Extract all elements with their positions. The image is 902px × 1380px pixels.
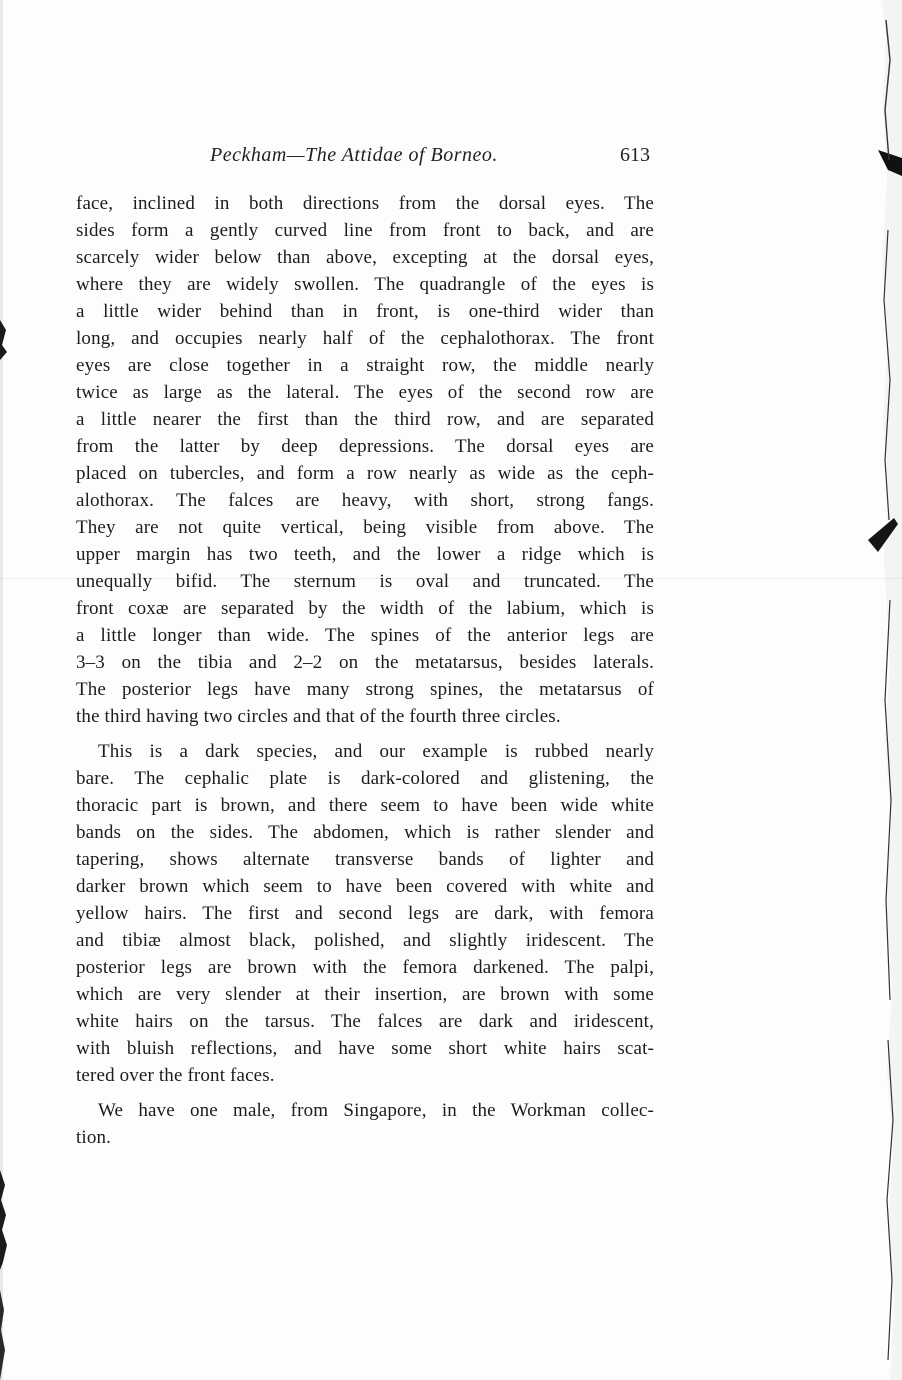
text-line: unequally bifid. The sternum is oval and truncated. The <box>76 571 654 592</box>
binding-right-edge <box>838 0 902 1380</box>
text-line: tered over the front faces. <box>76 1065 275 1086</box>
text-line: The posterior legs have many strong spines, the metatarsus of <box>76 679 654 700</box>
text-line: and tibiæ almost black, polished, and slightly iridescent. The <box>76 930 654 951</box>
paragraph-3 <box>76 1097 654 1151</box>
text-line: placed on tubercles, and form a row nearly as wide as the ceph- <box>76 463 654 484</box>
text-line: 3–3 on the tibia and 2–2 on the metatarsus, besides laterals. <box>76 652 654 673</box>
text-line: This is a dark species, and our example is rubbed nearly <box>98 741 654 762</box>
torn-left-edge <box>0 0 12 1380</box>
text-line: alothorax. The falces are heavy, with short, strong fangs. <box>76 490 654 511</box>
text-line: a little wider behind than in front, is one-third wider than <box>76 301 654 322</box>
text-line: They are not quite vertical, being visible from above. The <box>76 517 654 538</box>
text-line: darker brown which seem to have been covered with white and <box>76 876 654 897</box>
text-line: front coxæ are separated by the width of the labium, which is <box>76 598 654 619</box>
text-line: a little nearer the first than the third row, and are separated <box>76 409 654 430</box>
text-line: face, inclined in both directions from the dorsal eyes. The <box>76 193 654 214</box>
body-text <box>76 190 654 1151</box>
text-line: We have one male, from Singapore, in the Workman collec- <box>98 1100 654 1121</box>
paragraph-2 <box>76 738 654 1089</box>
text-line: the third having two circles and that of the fourth three circles. <box>76 706 561 727</box>
text-line: thoracic part is brown, and there seem to have been wide white <box>76 795 654 816</box>
text-line: a little longer than wide. The spines of the anterior legs are <box>76 625 654 646</box>
page-number: 613 <box>620 144 650 166</box>
paragraph-1 <box>76 190 654 730</box>
text-line: with bluish reflections, and have some short white hairs scat- <box>76 1038 654 1059</box>
text-line: tion. <box>76 1127 112 1148</box>
text-line: scarcely wider below than above, excepting at the dorsal eyes, <box>76 247 654 268</box>
running-head: Peckham—The Attidae of Borneo. <box>210 144 498 166</box>
text-line: white hairs on the tarsus. The falces are dark and iridescent, <box>76 1011 654 1032</box>
text-line: bare. The cephalic plate is dark-colored and glistening, the <box>76 768 654 789</box>
text-line: tapering, shows alternate transverse bands of lighter and <box>76 849 654 870</box>
text-line: eyes are close together in a straight row, the middle nearly <box>76 355 654 376</box>
text-line: yellow hairs. The first and second legs are dark, with femora <box>76 903 654 924</box>
text-line: sides form a gently curved line from front to back, and are <box>76 220 654 241</box>
text-line: posterior legs are brown with the femora darkened. The palpi, <box>76 957 654 978</box>
text-line: long, and occupies nearly half of the cephalothorax. The front <box>76 328 654 349</box>
text-line: twice as large as the lateral. The eyes of the second row are <box>76 382 654 403</box>
text-line: bands on the sides. The abdomen, which is rather slender and <box>76 822 654 843</box>
text-line: where they are widely swollen. The quadrangle of the eyes is <box>76 274 654 295</box>
text-line: upper margin has two teeth, and the lower a ridge which is <box>76 544 654 565</box>
text-line: from the latter by deep depressions. The dorsal eyes are <box>76 436 654 457</box>
text-line: which are very slender at their insertion, are brown with some <box>76 984 654 1005</box>
